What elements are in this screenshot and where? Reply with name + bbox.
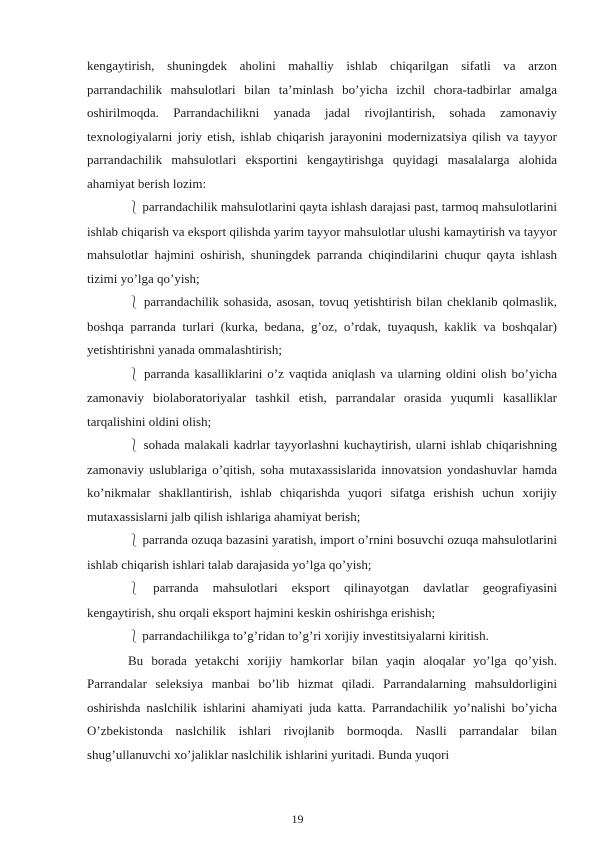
bullet-icon: ⎱	[128, 200, 141, 214]
page-number: 19	[291, 812, 304, 826]
bullet-icon: ⎱	[128, 438, 141, 452]
bullet-icon: ⎱	[128, 629, 141, 643]
bullet-icon: ⎱	[128, 533, 141, 547]
bullet-item	[87, 195, 557, 290]
bullet-text: parrandachilik sohasida, asosan, tovuq yetishtirish bilan cheklanib qolmaslik, boshqa parranda turlari (kurka, bedana, g’oz, o’rdak, tuyaqush, kaklik va boshqalar) yetishtirishni yanada ommalashtirish;	[87, 294, 558, 357]
bullet-item	[87, 624, 557, 649]
intro-paragraph: kengaytirish, shuningdek aholini mahalliy ishlab chiqarilgan sifatli va arzon parrandachilik mahsulotlari bilan ta’minlash bo’yicha izchil chora-tadbirlar amalga oshirilmoqda. Parrandachilikni yanada jadal rivojlantirish, sohada zamonaviy texnologiyalarni joriy etish, ishlab chiqarish jarayonini modernizatsiya qilish va tayyor parrandachilik mahsulotlari eksportini kengaytirishga quyidagi masalalarga alohida ahamiyat berish lozim:	[87, 58, 557, 191]
bullet-text: sohada malakali kadrlar tayyorlashni kuchaytirish, ularni ishlab chiqarishning zamonaviy uslublariga o’qitish, soha mutaxassislarida innovatsion yondashuvlar hamda ko’nikmalar shakllantirish, ishlab chiqarishda yuqori sifatga erishish uchun xorijiy mutaxassislarni jalb qilish ishlariga ahamiyat berish;	[87, 437, 558, 524]
bullet-text: parrandachilik mahsulotlarini qayta ishlash darajasi past, tarmoq mahsulotlarini ishlab chiqarish va eksport qilishda yarim tayyor mahsulotlar ulushi kamaytirish va tayyor mahsulotlar hajmini oshirish, shuningdek parranda chiqindilarini chuqur qayta ishlash tizimi yo’lga qo’yish;	[87, 199, 558, 286]
bullet-icon: ⎱	[128, 295, 141, 309]
bullet-item	[87, 290, 557, 362]
bullet-text: parrandachilikga to’g’ridan to’g’ri xorijiy investitsiyalarni kiritish.	[142, 628, 489, 643]
document-body	[87, 54, 557, 766]
bullet-text: parranda kasalliklarini o’z vaqtida aniqlash va ularning oldini olish bo’yicha zamonaviy biolaboratoriyalar tashkil etish, parrandalar orasida yuqumli kasalliklar tarqalishini oldini olish;	[87, 365, 558, 429]
bullet-item	[87, 362, 557, 434]
bullet-item	[87, 528, 557, 576]
bullet-text: parranda ozuqa bazasini yaratish, import o’rnini bosuvchi ozuqa mahsulotlarini ishlab chiqarish ishlari talab darajasida yo’lga qo’yish;	[87, 532, 557, 572]
bullet-text: parranda mahsulotlari eksport qilinayotgan davlatlar geografiyasini kengaytirish, shu orqali eksport hajmini keskin oshirishga erishish;	[87, 580, 557, 620]
bullet-icon: ⎱	[128, 581, 141, 595]
bullet-icon: ⎱	[128, 366, 141, 381]
closing-paragraph: Bu borada yetakchi xorijiy hamkorlar bilan yaqin aloqalar yo’lga qo’yish. Parrandalar seleksiya manbai bo’lib hizmat qiladi. Parrandalarning mahsuldorligini oshirishda naslchilik ishlarini ahamiyati juda katta. Parrandachilik yo’nalishi bo’yicha O’zbekistonda naslchilik ishlari rivojlanib bormoqda. Naslli parrandalar bilan shug’ullanuvchi xo’jaliklar naslchilik ishlarini yuritadi. Bunda yuqori	[87, 652, 557, 762]
bullet-item	[87, 576, 557, 624]
bullet-item	[87, 433, 557, 528]
